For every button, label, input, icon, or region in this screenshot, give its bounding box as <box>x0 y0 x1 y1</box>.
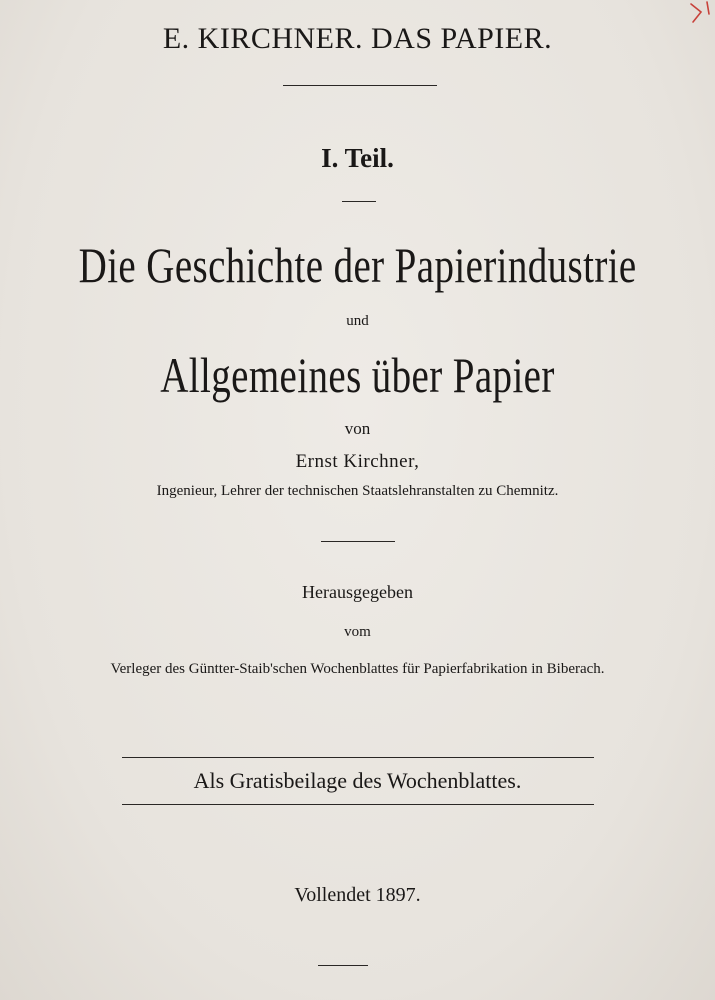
supplement-rule-top <box>122 757 594 758</box>
part-rule <box>342 201 376 202</box>
edited-by: vom <box>344 624 371 640</box>
main-title-line-2: Allgemeines über Papier <box>160 347 555 403</box>
supplement-rule-bottom <box>122 804 594 805</box>
footer-rule <box>318 965 368 966</box>
author-affiliation: Ingenieur, Lehrer der technischen Staatslehranstalten zu Chemnitz. <box>156 483 559 499</box>
part-heading: I. Teil. <box>321 143 394 173</box>
title-conjunction: und <box>346 313 369 329</box>
main-title-line-1: Die Geschichte der Papierindustrie <box>78 237 637 293</box>
author-name: Ernst Kirchner, <box>295 451 420 472</box>
by-line: von <box>344 419 371 438</box>
running-header: E. KIRCHNER. DAS PAPIER. <box>162 22 553 55</box>
author-rule <box>321 541 395 542</box>
edited-label: Herausgegeben <box>302 582 413 602</box>
header-rule <box>283 85 437 86</box>
publisher-line: Verleger des Güntter-Staib'schen Wochenblattes für Papierfabrikation in Biberach. <box>110 661 605 677</box>
red-pencil-mark-icon <box>687 0 713 32</box>
completion-date: Vollendet 1897. <box>294 884 421 906</box>
supplement-note: Als Gratisbeilage des Wochenblattes. <box>193 768 522 793</box>
